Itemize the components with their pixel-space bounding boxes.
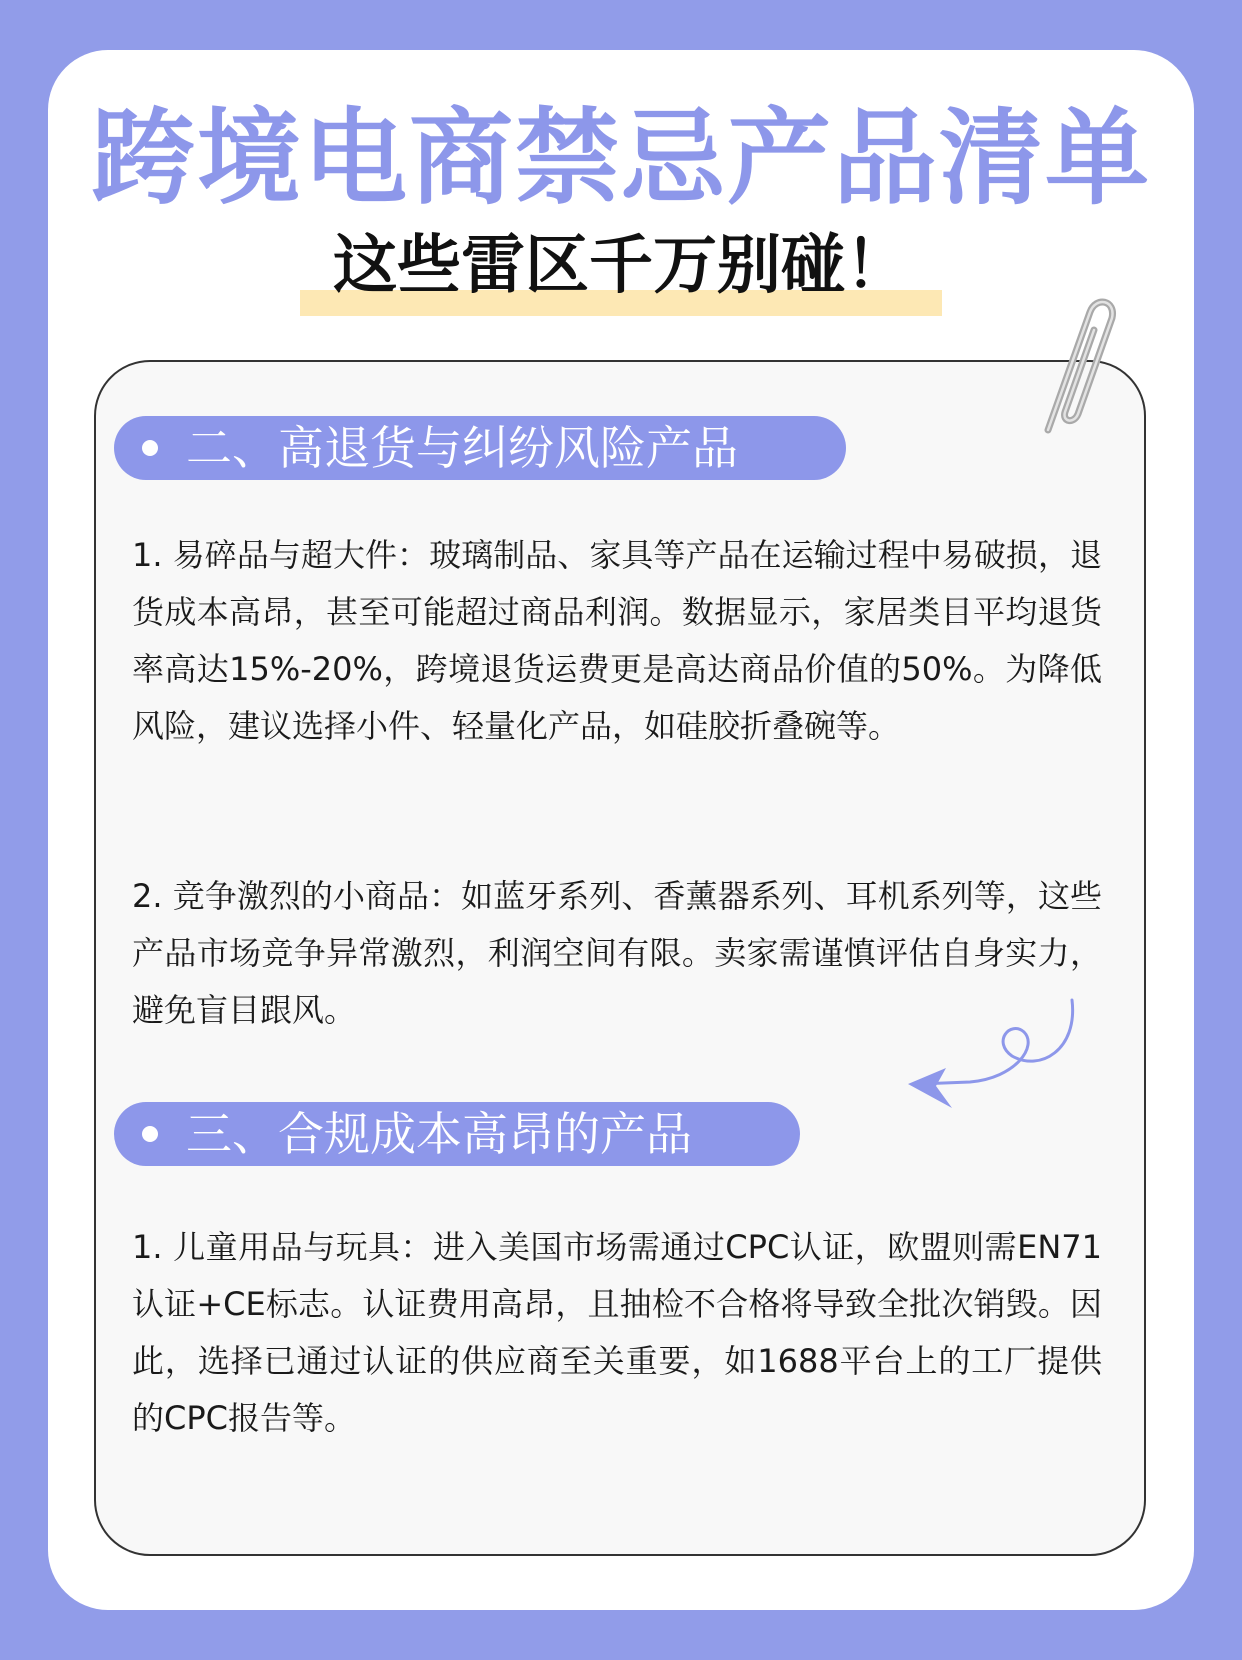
bullet-dot-icon [142,440,158,456]
paragraph-children-toys: 1. 儿童用品与玩具：进入美国市场需通过CPC认证，欧盟则需EN71认证+CE标志。认证费用高昂，且抽检不合格将导致全批次销毁。因此，选择已通过认证的供应商至关重要，如1688平台上的工厂提供的CPC报告等。 [132,1228,1102,1437]
page-title: 跨境电商禁忌产品清单 [90,97,1151,219]
section-heading-text: 三、合规成本高昂的产品 [186,1107,692,1161]
section-heading-3 [114,1102,800,1166]
paragraph-competitive-items: 2. 竞争激烈的小商品：如蓝牙系列、香薰器系列、耳机系列等，这些产品市场竞争异常激烈，利润空间有限。卖家需谨慎评估自身实力，避免盲目跟风。 [132,877,1102,1029]
section-heading-text: 二、高退货与纠纷风险产品 [186,421,738,475]
subtitle: 这些雷区千万别碰！ [333,229,909,303]
bullet-dot-icon [142,1126,158,1142]
paperclip-icon [1018,290,1118,440]
section-heading-2 [114,416,846,480]
curly-arrow-icon [900,990,1100,1130]
paragraph-fragile-items: 1. 易碎品与超大件：玻璃制品、家具等产品在运输过程中易破损，退货成本高昂，甚至可能超过商品利润。数据显示，家居类目平均退货率高达15%-20%，跨境退货运费更是高达商品价值的50%。为降低风险，建议选择小件、轻量化产品，如硅胶折叠碗等。 [132,536,1102,745]
subtitle-block [300,224,942,316]
